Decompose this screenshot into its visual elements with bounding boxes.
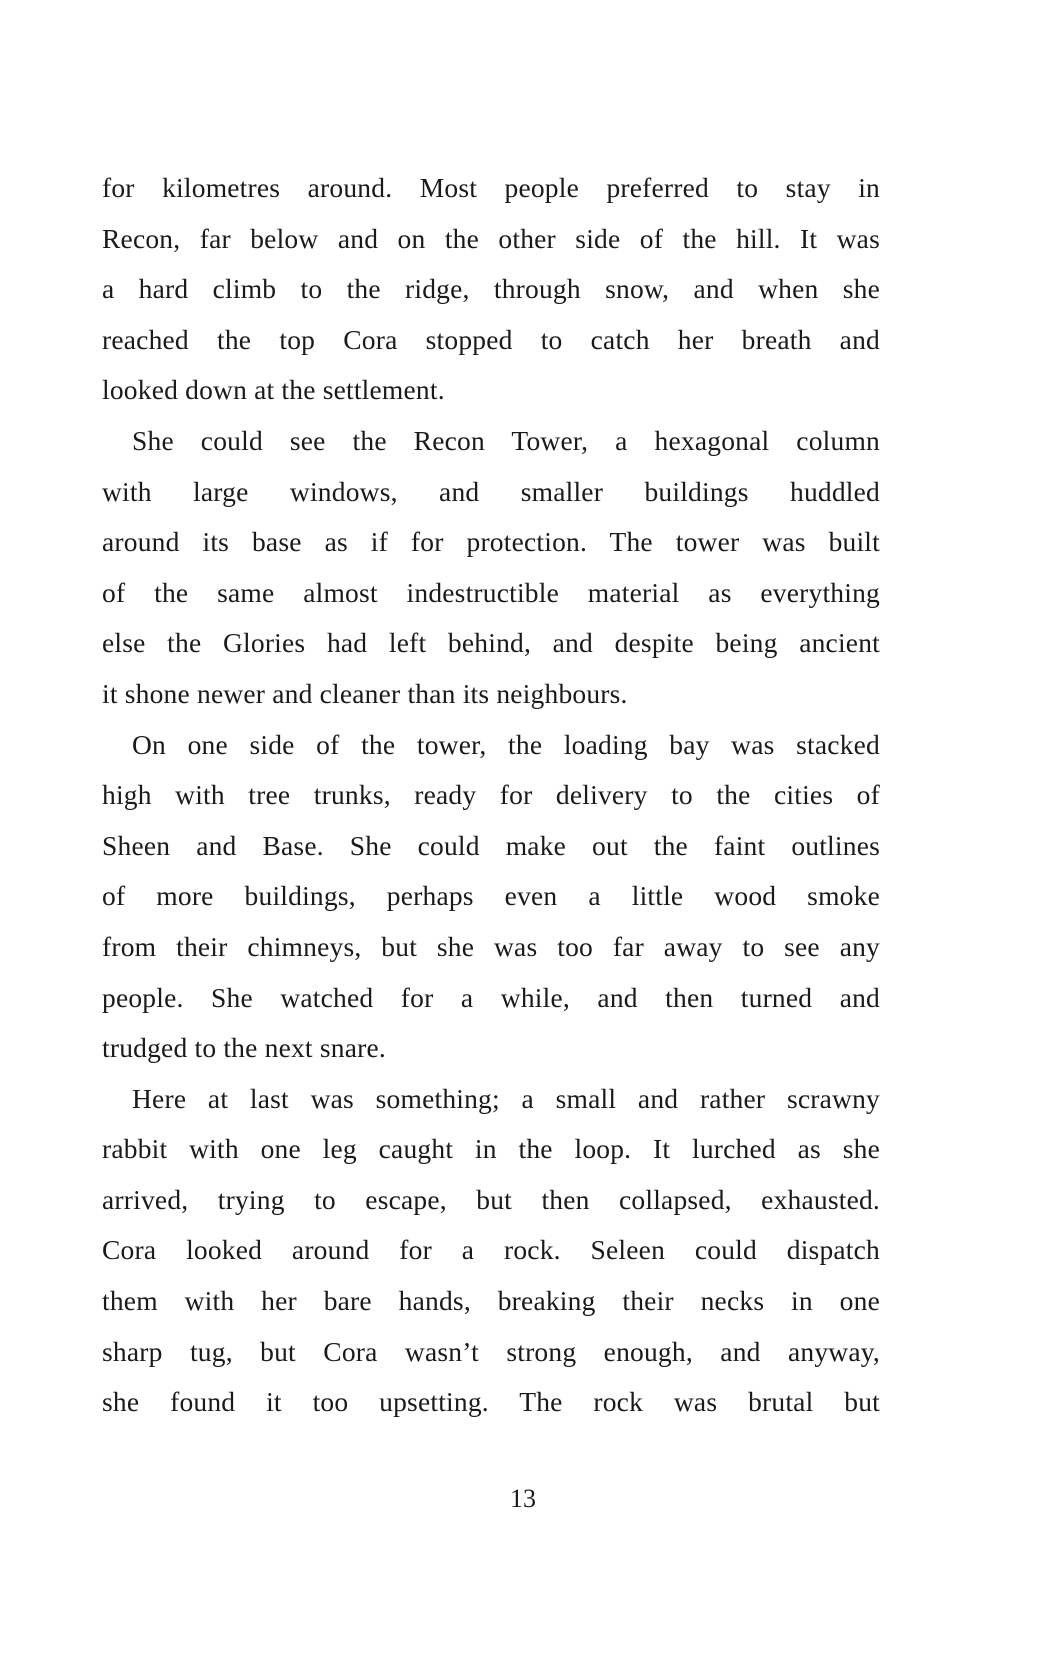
text-line: trudged to the next snare.	[102, 1032, 386, 1064]
text-line: a hard climb to the ridge, through snow, and when she	[102, 273, 880, 305]
paragraph	[102, 720, 880, 1074]
text-line: of more buildings, perhaps even a little wood smoke	[102, 880, 880, 912]
text-line: people. She watched for a while, and then turned and	[102, 981, 880, 1013]
text-line: around its base as if for protection. The tower was built	[102, 526, 880, 558]
text-line: She could see the Recon Tower, a hexagonal column	[132, 424, 880, 456]
text-line: Sheen and Base. She could make out the faint outlines	[102, 829, 880, 861]
paragraph	[102, 416, 880, 720]
text-line: high with tree trunks, ready for delivery to the cities of	[102, 779, 880, 811]
text-line: else the Glories had left behind, and despite being ancient	[102, 627, 880, 659]
text-line: with large windows, and smaller buildings huddled	[102, 475, 880, 507]
text-line: rabbit with one leg caught in the loop. It lurched as she	[102, 1133, 880, 1165]
text-line: On one side of the tower, the loading bay was stacked	[132, 728, 880, 760]
text-line: Cora looked around for a rock. Seleen could dispatch	[102, 1234, 880, 1266]
text-line: Here at last was something; a small and rather scrawny	[132, 1082, 880, 1114]
paragraph	[102, 163, 880, 416]
text-line: for kilometres around. Most people preferred to stay in	[102, 172, 880, 203]
text-line: reached the top Cora stopped to catch her breath and	[102, 323, 880, 355]
text-line: of the same almost indestructible material as everything	[102, 576, 880, 608]
page-number: 13	[510, 1484, 536, 1513]
text-line: Recon, far below and on the other side of the hill. It was	[102, 222, 880, 254]
text-line: she found it too upsetting. The rock was brutal but	[102, 1386, 880, 1418]
paragraph	[102, 1074, 880, 1428]
text-line: from their chimneys, but she was too far away to see any	[102, 930, 880, 962]
text-line: looked down at the settlement.	[102, 374, 445, 406]
text-line: sharp tug, but Cora wasn’t strong enough, and anyway,	[102, 1335, 880, 1367]
body-text	[102, 163, 880, 1428]
text-line: them with her bare hands, breaking their necks in one	[102, 1285, 880, 1317]
text-line: arrived, trying to escape, but then collapsed, exhausted.	[102, 1183, 880, 1215]
text-line: it shone newer and cleaner than its neighbours.	[102, 677, 628, 709]
